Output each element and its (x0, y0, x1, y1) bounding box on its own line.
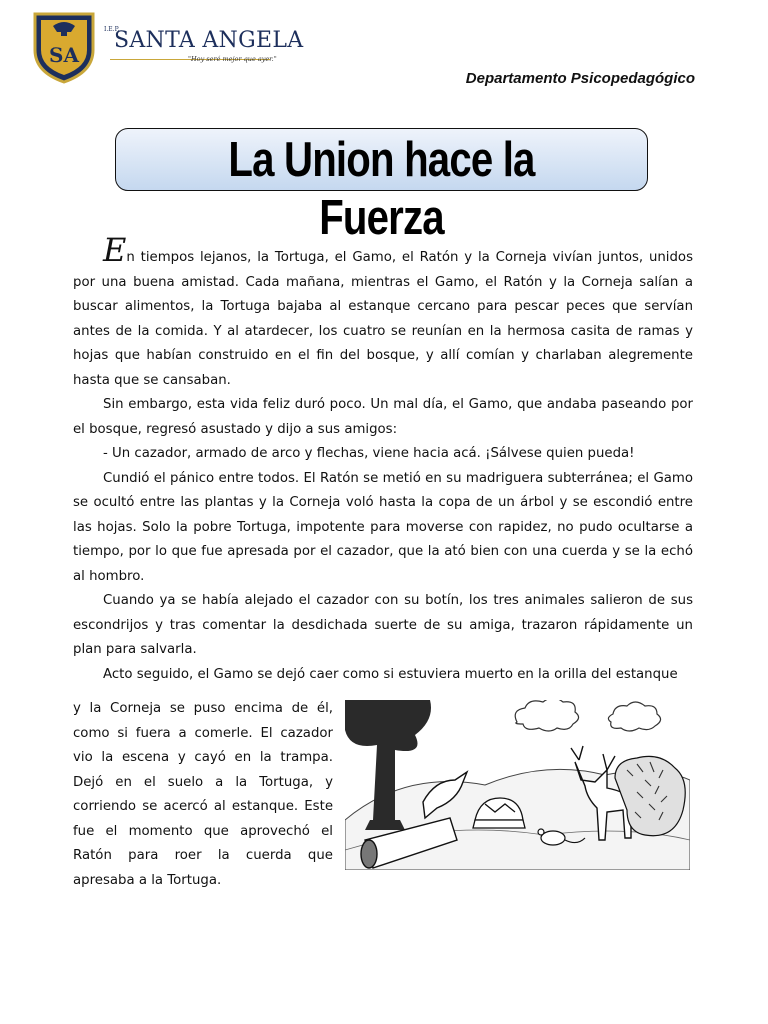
page-title: La Union hace la Fuerza (228, 133, 535, 245)
story-paragraph-3: - Un cazador, armado de arco y flechas, viene hacia acá. ¡Sálvese quien pueda! (103, 446, 635, 461)
story-paragraph-2: Sin embargo, esta vida feliz duró poco. Un mal día, el Gamo, que andaba paseando por el bosque, regresó asustado y dijo a sus amigos: (73, 397, 693, 437)
iep-label: I.E.P. (104, 26, 120, 33)
school-name: SANTA ANGELA (114, 28, 304, 53)
story-body (73, 231, 693, 687)
title-banner (115, 128, 648, 245)
school-motto: "Hoy seré mejor que ayer." (188, 55, 277, 63)
drop-cap: E (103, 231, 127, 269)
school-crest-icon (33, 10, 95, 84)
story-paragraph-6-first-line: Acto seguido, el Gamo se dejó caer como si estuviera muerto en la orilla del estanque (103, 666, 678, 682)
story-paragraph-5: Cuando ya se había alejado el cazador con su botín, los tres animales salieron de sus escondrijos y tras comentar la desdichada suerte de su amiga, trazaron rápidamente un plan para salvarla. (73, 593, 693, 657)
forest-animals-illustration (345, 700, 690, 870)
story-paragraph-4: Cundió el pánico entre todos. El Ratón se metió en su madriguera subterránea; el Gamo se ocultó entre las plantas y la Corneja voló hasta la copa de un árbol y se escondió entre las hojas. Solo la pobre Tortuga, impotente para moverse con rapidez, no pudo ocultarse a tiempo, por lo que fue apresada por el cazador, que la ató bien con una cuerda y se la echó al hombro. (73, 470, 693, 584)
department-label: Departamento Psicopedagógico (465, 70, 695, 87)
page-header (0, 0, 768, 100)
story-paragraph-1 (73, 231, 693, 393)
crest-monogram: SA (49, 43, 79, 67)
paragraph-1-text: n tiempos lejanos, la Tortuga, el Gamo, el Ratón y la Corneja vivían juntos, unidos por una buena amistad. Cada mañana, mientras el Gamo, el Ratón y la Corneja salían a buscar alimentos, la Tortuga bajaba al estanque cercano para pescar peces que servían antes de la comida. Y al atardecer, los cuatro se reunían en la hermosa casita de ramas y hojas que habían construido en el fin del bosque, y allí comían y charlaban alegremente hasta que se cansaban. (73, 250, 693, 388)
story-paragraph-6-rest: y la Corneja se puso encima de él, como si fuera a comerle. El cazador vio la escena y cayó en la trampa. Dejó en el suelo a la Tortuga, y corriendo se acercó al estanque. Este fue el momento que aprovechó el Ratón para roer la cuerda que apresaba a la Tortuga. (73, 701, 333, 888)
